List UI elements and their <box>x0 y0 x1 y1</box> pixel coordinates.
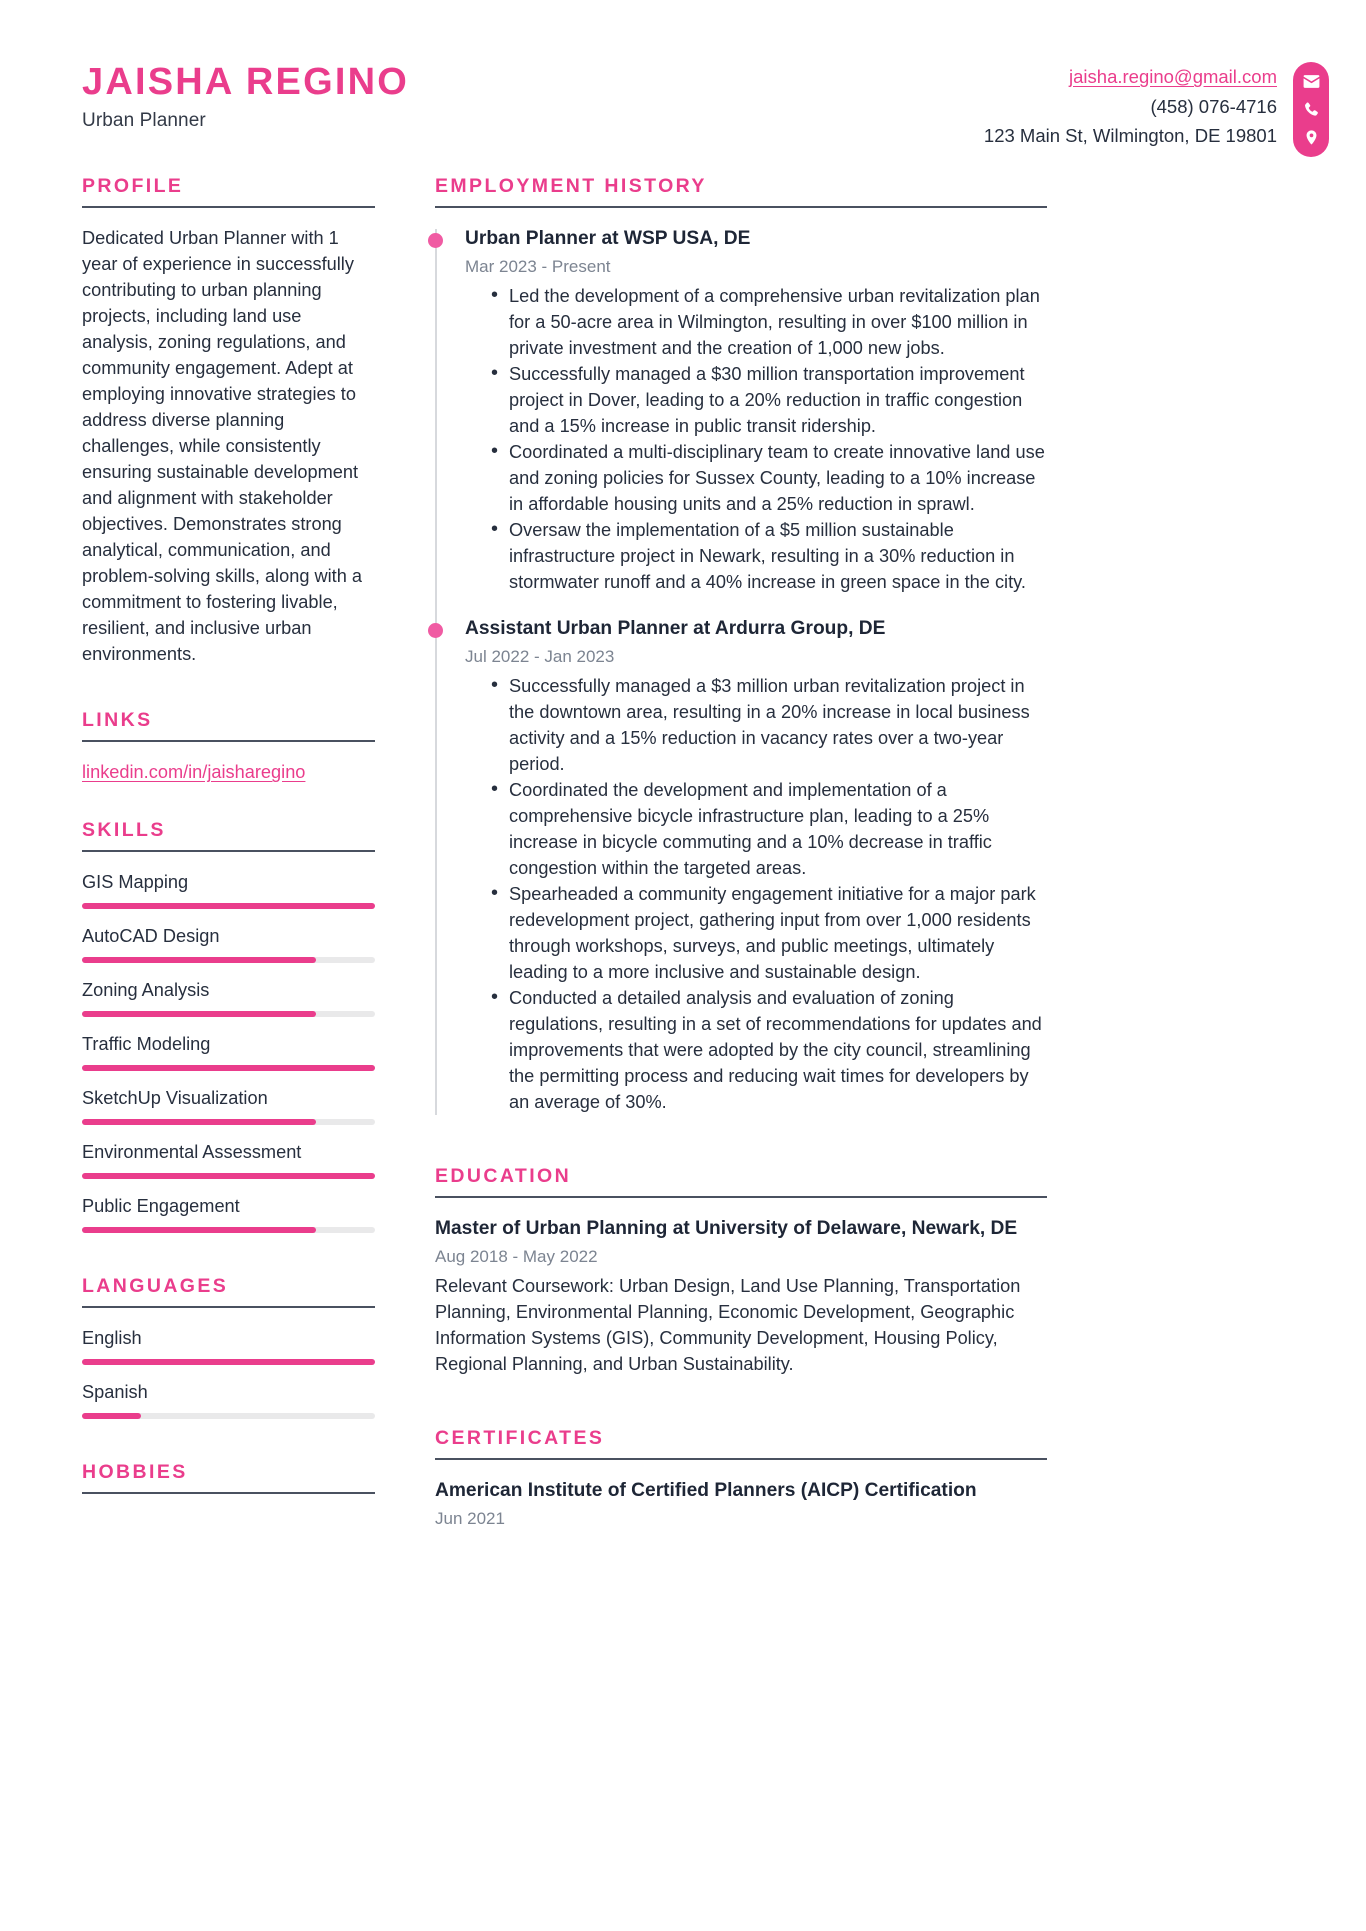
profile-rule <box>82 206 375 208</box>
skill-row <box>82 1085 375 1125</box>
hobbies-rule <box>82 1492 375 1494</box>
link-linkedin[interactable]: linkedin.com/in/jaisharegino <box>82 762 306 782</box>
name-block <box>82 62 409 132</box>
job-date: Jul 2022 - Jan 2023 <box>465 647 615 666</box>
job-bullet: • Coordinated a multi-disciplinary team to create innovative land use and zoning policies for Sussex County, leading to a 10% increase in affordable housing units and a 25% reduction in sprawl. <box>489 439 1047 517</box>
skill-row <box>82 1031 375 1071</box>
certificates-rule <box>435 1458 1047 1460</box>
links-rule <box>82 740 375 742</box>
left-column <box>0 175 375 1511</box>
resume-header <box>0 0 1366 175</box>
section-profile <box>82 175 375 667</box>
language-row <box>82 1379 375 1419</box>
skill-label: Zoning Analysis <box>82 980 210 1000</box>
employment-timeline <box>435 225 1047 1115</box>
education-heading: EDUCATION <box>435 1165 572 1187</box>
phone-icon <box>1301 99 1322 120</box>
certificates-heading: CERTIFICATES <box>435 1427 605 1449</box>
skill-bar-track <box>82 1119 375 1125</box>
employment-heading: EMPLOYMENT HISTORY <box>435 175 707 197</box>
skill-row <box>82 1139 375 1179</box>
skill-bar-fill <box>82 903 375 909</box>
contact-phone: (458) 076-4716 <box>1150 95 1277 117</box>
skill-label: GIS Mapping <box>82 872 189 892</box>
language-bar-fill <box>82 1413 141 1419</box>
skill-bar-fill <box>82 1119 316 1125</box>
skills-heading: SKILLS <box>82 819 166 841</box>
skill-label: Traffic Modeling <box>82 1034 211 1054</box>
language-bar-track <box>82 1359 375 1365</box>
education-entry <box>435 1215 1047 1377</box>
skill-row <box>82 923 375 963</box>
contact-block <box>984 62 1366 157</box>
skill-bar-track <box>82 957 375 963</box>
section-skills <box>82 819 375 1233</box>
skill-bar-track <box>82 1065 375 1071</box>
timeline-dot-icon <box>428 233 443 248</box>
skills-rule <box>82 850 375 852</box>
language-label: English <box>82 1328 142 1348</box>
skill-bar-fill <box>82 1011 316 1017</box>
section-education <box>435 1165 1047 1377</box>
section-employment-history <box>435 175 1047 1115</box>
right-column <box>375 175 1366 1535</box>
hobbies-heading: HOBBIES <box>82 1461 188 1483</box>
job-date: Mar 2023 - Present <box>465 257 611 276</box>
language-bar-fill <box>82 1359 375 1365</box>
spacer <box>82 667 375 709</box>
job-entry <box>465 615 1047 1115</box>
candidate-job-title: Urban Planner <box>82 110 206 132</box>
languages-heading: LANGUAGES <box>82 1275 229 1297</box>
links-heading: LINKS <box>82 709 153 731</box>
job-bullet: • Coordinated the development and implementation of a comprehensive bicycle infrastructure plan, leading to a 25% increase in bicycle commuting and a 10% decrease in traffic congestion within the targeted areas. <box>489 777 1047 881</box>
skill-bar-fill <box>82 1065 375 1071</box>
certificate-entry <box>435 1477 1047 1531</box>
spacer <box>435 1377 1047 1427</box>
job-bullet: • Oversaw the implementation of a $5 million sustainable infrastructure project in Newark, resulting in a 30% reduction in stormwater runoff and a 40% increase in green space in the city. <box>489 517 1047 595</box>
skill-bar-fill <box>82 957 316 963</box>
section-hobbies <box>82 1461 375 1494</box>
skill-bar-fill <box>82 1173 375 1179</box>
skill-label: AutoCAD Design <box>82 926 220 946</box>
envelope-icon <box>1301 71 1322 92</box>
job-bullet: • Successfully managed a $30 million transportation improvement project in Dover, leading to a 20% reduction in traffic congestion and a 15% increase in public transit ridership. <box>489 361 1047 439</box>
job-title: Urban Planner at WSP USA, DE <box>465 228 751 249</box>
certificate-title: American Institute of Certified Planners (AICP) Certification <box>435 1480 977 1501</box>
certificate-date: Jun 2021 <box>435 1509 505 1528</box>
employment-rule <box>435 206 1047 208</box>
skill-label: Environmental Assessment <box>82 1142 302 1162</box>
contact-icon-pill <box>1293 62 1329 157</box>
spacer <box>82 1419 375 1461</box>
language-bar-track <box>82 1413 375 1419</box>
job-bullets <box>465 283 1047 595</box>
education-title: Master of Urban Planning at University of Delaware, Newark, DE <box>435 1218 1018 1239</box>
education-description: Relevant Coursework: Urban Design, Land Use Planning, Transportation Planning, Environmental Planning, Economic Development, Geographic Information Systems (GIS), Community Development, Housing Policy, Regional Planning, and Urban Sustainability. <box>435 1276 1021 1374</box>
skill-bar-fill <box>82 1227 316 1233</box>
candidate-name: JAISHA REGINO <box>82 61 410 103</box>
job-bullet: • Spearheaded a community engagement initiative for a major park redevelopment project, gathering input from over 1,000 residents through workshops, surveys, and public meetings, ultimately leading to a more inclusive and sustainable design. <box>489 881 1047 985</box>
skill-bar-track <box>82 1227 375 1233</box>
resume-body <box>0 175 1366 1535</box>
education-date: Aug 2018 - May 2022 <box>435 1247 598 1266</box>
contact-email[interactable]: jaisha.regino@gmail.com <box>1069 66 1277 87</box>
languages-rule <box>82 1306 375 1308</box>
spacer <box>435 1115 1047 1165</box>
skill-bar-track <box>82 1173 375 1179</box>
job-bullet: • Conducted a detailed analysis and evaluation of zoning regulations, resulting in a set of recommendations for updates and improvements that were adopted by the city council, streamlining the permitting process and reducing wait times for developers by an average of 30%. <box>489 985 1047 1115</box>
language-row <box>82 1325 375 1365</box>
skill-label: SketchUp Visualization <box>82 1088 268 1108</box>
timeline-dot-icon <box>428 623 443 638</box>
skill-row <box>82 1193 375 1233</box>
skill-row <box>82 869 375 909</box>
job-title: Assistant Urban Planner at Ardurra Group, DE <box>465 618 886 639</box>
education-rule <box>435 1196 1047 1198</box>
contact-lines <box>984 62 1293 151</box>
skill-bar-track <box>82 903 375 909</box>
profile-text: Dedicated Urban Planner with 1 year of experience in successfully contributing to urban planning projects, including land use analysis, zoning regulations, and community engagement. Adept at employing innovative strategies to address diverse planning challenges, while consistently ensuring sustainable development and alignment with stakeholder objectives. Demonstrates strong analytical, communication, and problem-solving skills, along with a commitment to fostering livable, resilient, and inclusive urban environments. <box>82 228 363 664</box>
section-languages <box>82 1275 375 1419</box>
contact-address: 123 Main St, Wilmington, DE 19801 <box>983 125 1277 146</box>
spacer <box>82 785 375 819</box>
section-links <box>82 709 375 785</box>
job-bullet: • Successfully managed a $3 million urban revitalization project in the downtown area, resulting in a 20% increase in local business activity and a 15% reduction in vacancy rates over a two-year period. <box>489 673 1047 777</box>
job-bullet: • Led the development of a comprehensive urban revitalization plan for a 50-acre area in Wilmington, resulting in over $100 million in private investment and the creation of 1,000 new jobs. <box>489 283 1047 361</box>
spacer <box>82 1233 375 1275</box>
section-certificates <box>435 1427 1047 1531</box>
job-bullets <box>465 673 1047 1115</box>
skill-bar-track <box>82 1011 375 1017</box>
language-label: Spanish <box>82 1382 148 1402</box>
job-entry <box>465 225 1047 595</box>
skill-label: Public Engagement <box>82 1196 240 1216</box>
skill-row <box>82 977 375 1017</box>
location-pin-icon <box>1301 127 1322 148</box>
profile-heading: PROFILE <box>82 175 184 197</box>
